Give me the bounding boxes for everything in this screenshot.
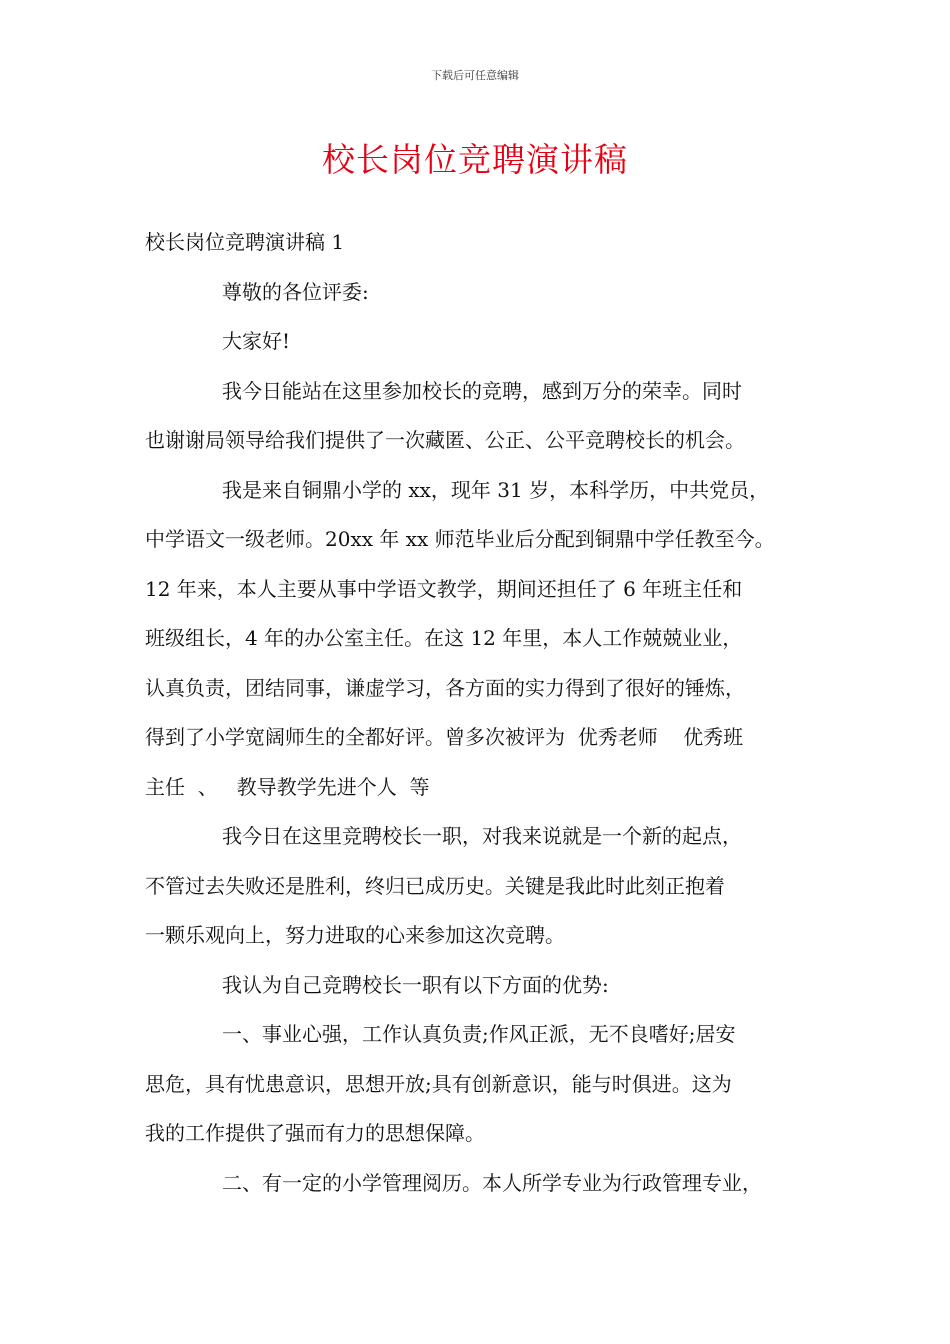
text-line: 我的工作提供了强而有力的思想保障。 xyxy=(145,1121,485,1145)
text-line: 思危，具有忧患意识，思想开放;具有创新意识，能与时俱进。这为 xyxy=(145,1071,732,1096)
text-line: 不管过去失败还是胜利，终归已成历史。关键是我此时此刻正抱着 xyxy=(145,873,725,898)
text-line: 中学语文一级老师。20xx 年 xx 师范毕业后分配到铜鼎中学任教至今。 xyxy=(145,527,775,551)
document-body xyxy=(145,218,845,1208)
text-line: 也谢谢局领导给我们提供了一次藏匿、公正、公平竞聘校长的机会。 xyxy=(145,428,745,452)
text-line: 我是来自铜鼎小学的 xx，现年 31 岁，本科学历，中共党员， xyxy=(222,477,770,502)
text-line: 一颗乐观向上，努力进取的心来参加这次竞聘。 xyxy=(145,923,565,947)
text-line: 我今日能站在这里参加校长的竞聘，感到万分的荣幸。同时 xyxy=(222,378,742,403)
text-line: 得到了小学宽阔师生的全都好评。曾多次被评为 优秀老师 优秀班 xyxy=(145,725,744,749)
document-title: 校长岗位竞聘演讲稿 xyxy=(322,140,628,179)
text-line: 一、事业心强，工作认真负责;作风正派，无不良嗜好;居安 xyxy=(222,1022,736,1046)
text-line: 尊敬的各位评委: xyxy=(222,279,369,304)
text-line: 二、有一定的小学管理阅历。本人所学专业为行政管理专业， xyxy=(222,1170,762,1195)
text-line: 班级组长，4 年的办公室主任。在这 12 年里，本人工作兢兢业业， xyxy=(145,626,743,650)
text-line: 12 年来，本人主要从事中学语文教学，期间还担任了 6 年班主任和 xyxy=(145,576,743,601)
text-line: 大家好! xyxy=(222,329,291,353)
text-line: 校长岗位竞聘演讲稿 1 xyxy=(145,230,345,254)
text-line: 我今日在这里竞聘校长一职，对我来说就是一个新的起点， xyxy=(222,824,742,848)
text-line: 认真负责，团结同事，谦虚学习，各方面的实力得到了很好的锤炼， xyxy=(145,675,745,700)
text-line: 主任 、 教导教学先进个人 等 xyxy=(145,774,430,799)
header-note: 下载后可任意编辑 xyxy=(431,69,519,82)
text-line: 我认为自己竞聘校长一职有以下方面的优势: xyxy=(222,972,609,997)
